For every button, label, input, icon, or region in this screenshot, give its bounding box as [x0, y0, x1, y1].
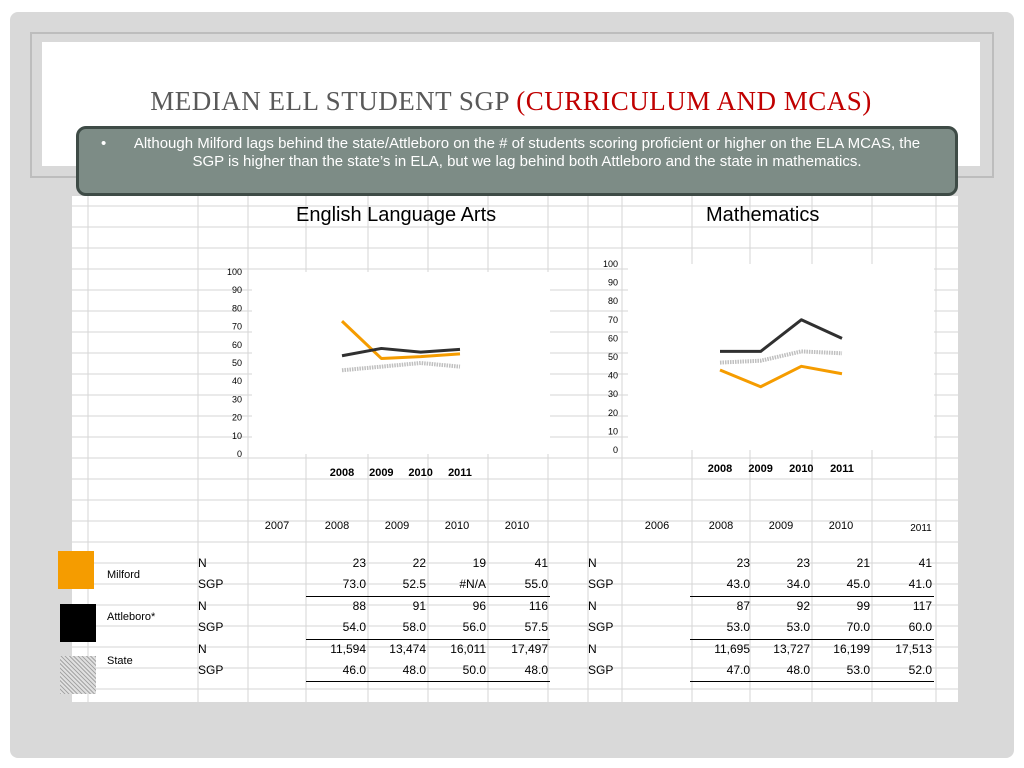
ela-cell: 48.0 — [402, 663, 426, 677]
ela-cell: 11,594 — [330, 642, 366, 656]
ela-row-label: N — [198, 556, 207, 570]
ela-cell: 58.0 — [402, 620, 426, 634]
math-y-tick-label: 40 — [607, 370, 618, 381]
ela-y-tick-label: 100 — [226, 267, 242, 277]
math-x-tick-label: 2011 — [830, 463, 854, 475]
math-sgp-underline — [690, 681, 934, 682]
ela-cell: 96 — [472, 599, 486, 613]
math-y-tick-label: 90 — [607, 277, 618, 288]
ela-year-header: 2007 — [264, 520, 290, 532]
legend-label-attleboro: Attleboro* — [107, 611, 156, 623]
math-cell: 45.0 — [846, 577, 870, 591]
math-cell: 34.0 — [786, 577, 810, 591]
math-cell: 16,199 — [833, 642, 870, 656]
legend-swatch-state — [60, 656, 96, 694]
math-cell: 23 — [796, 556, 810, 570]
ela-x-tick-label: 2009 — [369, 467, 394, 479]
math-cell: 60.0 — [908, 620, 932, 634]
ela-cell: 16,011 — [450, 642, 486, 656]
ela-cell: 55.0 — [524, 577, 548, 591]
math-cell: 41 — [918, 556, 932, 570]
ela-row-label: N — [198, 642, 207, 656]
legend-label-state: State — [107, 655, 133, 667]
callout-text: Although Milford lags behind the state/Attleboro on the # of students scoring proficient or higher on the ELA MCAS, the SGP is higher than the state’s in ELA, but we lag behind both Attleboro and the state in mathematics. — [133, 135, 921, 170]
math-year-header: 2009 — [768, 520, 794, 532]
math-cell: 17,513 — [895, 642, 932, 656]
ela-x-tick-label: 2008 — [329, 467, 355, 479]
math-year-header: 2006 — [644, 520, 670, 532]
math-y-tick-label: 0 — [612, 445, 618, 455]
math-cell: 53.0 — [846, 663, 870, 677]
math-year-header: 2008 — [708, 520, 734, 532]
math-y-tick-label: 50 — [607, 352, 618, 362]
ela-cell: 116 — [528, 599, 548, 613]
math-sgp-underline — [690, 639, 934, 640]
math-y-tick-label: 80 — [607, 296, 618, 307]
math-cell: 92 — [796, 599, 810, 613]
ela-year-header: 2008 — [324, 520, 350, 532]
ela-sgp-underline — [306, 681, 550, 682]
ela-cell: 54.0 — [342, 620, 366, 634]
math-x-tick-label: 2009 — [748, 463, 773, 475]
ela-y-tick-label: 70 — [231, 321, 242, 332]
ela-row-label: SGP — [198, 663, 224, 677]
callout-box — [76, 126, 958, 196]
math-cell: 41.0 — [908, 577, 932, 591]
ela-cell: 57.5 — [524, 620, 548, 634]
ela-cell: 19 — [472, 556, 486, 570]
ela-y-tick-label: 10 — [231, 430, 242, 441]
math-cell: 43.0 — [726, 577, 750, 591]
math-y-tick-label: 20 — [607, 407, 618, 418]
ela-cell: 50.0 — [462, 663, 486, 677]
ela-cell: 91 — [412, 599, 426, 613]
slide-title-accent: (CURRICULUM AND MCAS) — [516, 86, 872, 116]
slide-title — [42, 86, 980, 117]
math-cell: 117 — [912, 599, 932, 613]
math-cell: 53.0 — [786, 620, 810, 634]
math-row-label: SGP — [588, 620, 614, 634]
math-cell: 87 — [736, 599, 750, 613]
ela-y-tick-label: 30 — [231, 394, 242, 405]
math-cell: 53.0 — [726, 620, 750, 634]
math-row-label: SGP — [588, 663, 614, 677]
ela-sgp-underline — [306, 596, 550, 597]
ela-y-tick-label: 50 — [231, 358, 242, 368]
math-cell: 23 — [736, 556, 750, 570]
ela-plot-area — [252, 272, 550, 454]
math-row-label: N — [588, 599, 597, 613]
ela-cell: 13,474 — [389, 642, 426, 656]
math-x-tick-label: 2008 — [707, 463, 733, 475]
legend-swatch-milford — [58, 551, 94, 589]
ela-sgp-underline — [306, 639, 550, 640]
ela-y-tick-label: 90 — [231, 285, 242, 296]
ela-cell: 17,497 — [511, 642, 548, 656]
ela-year-header: 2010 — [504, 520, 530, 532]
ela-year-header: 2009 — [384, 520, 410, 532]
ela-cell: 41 — [534, 556, 548, 570]
math-y-tick-label: 30 — [607, 389, 618, 400]
math-chart-title: Mathematics — [706, 204, 820, 226]
ela-y-tick-label: 40 — [231, 376, 242, 387]
ela-cell: 46.0 — [342, 663, 366, 677]
ela-cell: 48.0 — [524, 663, 548, 677]
ela-year-header: 2010 — [444, 520, 470, 532]
ela-x-tick-label: 2011 — [448, 467, 472, 479]
ela-row-label: N — [198, 599, 207, 613]
legend-label-milford: Milford — [107, 569, 141, 581]
math-cell: 21 — [856, 556, 870, 570]
math-cell: 11,695 — [714, 642, 750, 656]
slide-title-main: MEDIAN ELL STUDENT SGP — [150, 86, 517, 116]
math-row-label: N — [588, 642, 597, 656]
math-year-header: 2011 — [910, 523, 932, 534]
math-sgp-underline — [690, 596, 934, 597]
ela-y-tick-label: 0 — [236, 449, 242, 459]
ela-row-label: SGP — [198, 577, 224, 591]
legend-swatch-attleboro — [60, 604, 96, 642]
math-y-tick-label: 70 — [607, 314, 618, 325]
ela-cell: 88 — [352, 599, 366, 613]
ela-cell: 22 — [412, 556, 426, 570]
math-cell: 99 — [856, 599, 870, 613]
ela-cell: 73.0 — [342, 577, 366, 591]
math-line-chart — [590, 254, 950, 478]
math-y-tick-label: 60 — [607, 333, 618, 344]
math-row-label: N — [588, 556, 597, 570]
math-cell: 52.0 — [908, 663, 932, 677]
ela-y-tick-label: 20 — [231, 412, 242, 423]
ela-y-tick-label: 60 — [231, 339, 242, 350]
ela-cell: 56.0 — [462, 620, 486, 634]
ela-cell: 23 — [352, 556, 366, 570]
math-cell: 13,727 — [773, 642, 810, 656]
ela-chart-title: English Language Arts — [296, 204, 497, 226]
ela-cell: 52.5 — [402, 577, 426, 591]
callout-bullet: • — [101, 135, 107, 152]
math-cell: 48.0 — [786, 663, 810, 677]
math-row-label: SGP — [588, 577, 614, 591]
math-cell: 70.0 — [846, 620, 870, 634]
ela-cell: #N/A — [459, 577, 486, 591]
math-x-tick-label: 2010 — [789, 463, 814, 475]
ela-line-chart — [210, 262, 560, 484]
ela-x-tick-label: 2010 — [408, 467, 433, 479]
ela-row-label: SGP — [198, 620, 224, 634]
ela-y-tick-label: 80 — [231, 303, 242, 314]
math-y-tick-label: 10 — [607, 426, 618, 437]
math-y-tick-label: 100 — [602, 259, 618, 269]
math-year-header: 2010 — [828, 520, 854, 532]
math-cell: 47.0 — [726, 663, 750, 677]
